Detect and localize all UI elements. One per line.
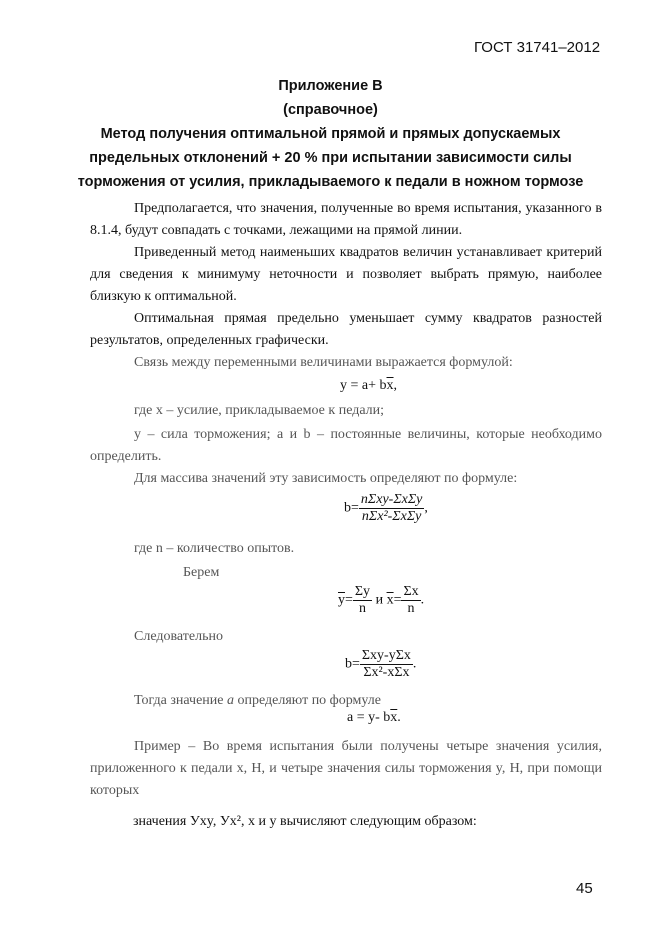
formula-means: $\overline{y}=$ $\frac{\Sigma y}{n}$ и $\overline{x}=$ $\frac{\Sigma x}{n}$ . [338, 584, 425, 616]
formula-b-denominator: nΣx²-ΣxΣy [361, 509, 422, 524]
formula-x-mean-den: n [407, 601, 415, 616]
formula-a: a = y- $b\overline{x}$. [347, 710, 401, 725]
section-title-line-1: Метод получения оптимальной прямой и прямых допускаемых [100, 126, 561, 142]
formula-b-final: b= $\frac{\text{Σxy-yΣx}}{\text{Σx²-xΣx}}$ . [345, 648, 417, 680]
formula-x-mean-fraction [401, 584, 420, 617]
paragraph-method: Приведенный метод наименьших квадратов величин устанавливает критерий для сведения к минимуму неточности и позволяет выбрать прямую, наиболее близкую к оптимальной. [90, 245, 602, 304]
section-title-line-3: торможения от усилия, прикладываемого к педали в ножном тормозе [77, 174, 584, 190]
formula-x-mean-num: Σx [403, 584, 419, 599]
paragraph-where-x: где x – усилие, прикладываемое к педали; [134, 403, 385, 418]
formula-x-bar-lhs: $\overline{x}$ [386, 592, 394, 608]
formula-line-lhs: y = a+ b [340, 378, 387, 393]
paragraph-then-a-pre: Тогда значение [134, 693, 228, 708]
appendix-subtitle: (справочное) [283, 102, 378, 118]
paragraph-then-a-var: a [227, 693, 235, 708]
paragraph-therefore: Следовательно [134, 629, 223, 644]
paragraph-values: значения Уxy, Уx², x и y вычисляют следующим образом: [133, 814, 477, 829]
formula-a-lhs: a = y- b [347, 710, 391, 725]
formula-b-final-lhs: b= [345, 656, 360, 672]
paragraph-then-a-post: определяют по формуле [234, 693, 381, 708]
formula-y-bar: $\overline{y}$ [338, 592, 345, 608]
paragraph-where-n: где n – количество опытов. [134, 541, 295, 556]
formula-y-mean-num: Σy [354, 584, 371, 599]
formula-y-mean-den: n [358, 601, 366, 616]
formula-b-final-denominator: Σx²-xΣx [363, 665, 410, 680]
paragraph-then-a [134, 690, 534, 712]
paragraph-relation: Связь между переменными величинами выражается формулой: [134, 355, 513, 370]
formula-comma: , [393, 378, 398, 393]
formula-b-final-fraction [360, 648, 413, 681]
formula-b-numerator: nΣxy-ΣxΣy [360, 492, 423, 507]
paragraph-optimal-line: Оптимальная прямая предельно уменьшает сумму квадратов разностей результатов, определенных графически. [90, 311, 602, 348]
formula-line-equation [340, 378, 397, 394]
formula-b-fraction [359, 492, 424, 525]
formula-a-x-bar: $\overline{x}$ [390, 710, 398, 725]
formula-b-final-numerator: Σxy-yΣx [361, 648, 411, 663]
appendix-title: Приложение В [278, 78, 383, 94]
formula-y-mean-fraction [353, 584, 372, 617]
standard-number: ГОСТ 31741–2012 [474, 39, 601, 56]
paragraph-assumption: Предполагается, что значения, полученные во время испытания, указанного в 8.1.4, будут совпадать с точками, лежащими на прямой линии. [90, 201, 602, 238]
page-number: 45 [576, 880, 593, 897]
formula-x-bar: $\overline{x}$ [386, 378, 394, 393]
paragraph-example: Пример – Во время испытания были получены четыре значения усилия, приложенного к педали x, Н, и четыре значения силы торможения y, Н, при помощи которых [90, 739, 602, 798]
paragraph-take: Берем [183, 565, 220, 580]
formula-and: и [372, 592, 387, 608]
paragraph-where-y: y – сила торможения; a и b – постоянные величины, которые необходимо определить. [90, 427, 602, 464]
formula-b-lhs: b= [344, 500, 359, 516]
section-title-line-2: предельных отклонений + 20 % при испытании зависимости силы [89, 150, 572, 166]
formula-b-general: b= $\frac{\text{nΣxy-ΣxΣy}}{\text{nΣx²-ΣxΣy}}$ , [344, 492, 428, 524]
paragraph-array: Для массива значений эту зависимость определяют по формуле: [134, 471, 518, 486]
